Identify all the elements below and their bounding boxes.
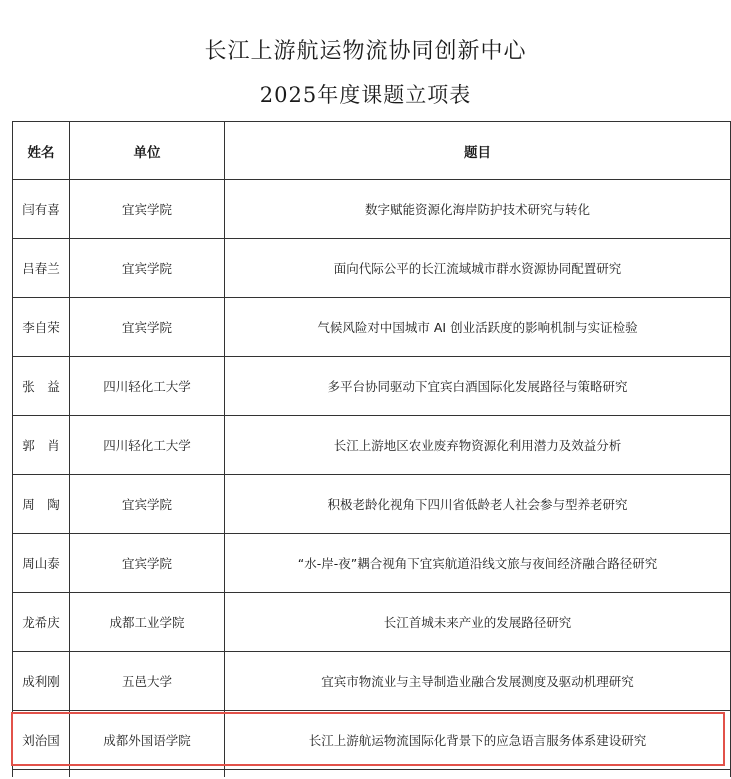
cell-empty [70,770,225,778]
cell-unit: 宜宾学院 [70,180,225,239]
cell-name: 闫有喜 [13,180,70,239]
header-name: 姓名 [13,122,70,180]
table-row [13,298,731,357]
cell-topic: 宜宾市物流业与主导制造业融合发展测度及驱动机理研究 [225,652,731,711]
cell-topic: 积极老龄化视角下四川省低龄老人社会参与型养老研究 [225,475,731,534]
cell-topic: 气候风险对中国城市 AI 创业活跃度的影响机制与实证检验 [225,298,731,357]
cell-topic: 数字赋能资源化海岸防护技术研究与转化 [225,180,731,239]
table-row [13,475,731,534]
cell-topic: 多平台协同驱动下宜宾白酒国际化发展路径与策略研究 [225,357,731,416]
cell-unit: 四川轻化工大学 [70,416,225,475]
table-row [13,652,731,711]
cell-name: 刘治国 [13,711,70,770]
cell-name: 龙希庆 [13,593,70,652]
table-row-highlighted [13,711,731,770]
cell-name: 吕春兰 [13,239,70,298]
cell-name: 周 陶 [13,475,70,534]
cell-empty [13,770,70,778]
cell-empty [225,770,731,778]
header-unit: 单位 [70,122,225,180]
cell-topic: 面向代际公平的长江流域城市群水资源协同配置研究 [225,239,731,298]
document-subtitle: 2025年度课题立项表 [259,83,472,107]
cell-unit: 四川轻化工大学 [70,357,225,416]
cell-unit: 成都外国语学院 [70,711,225,770]
document-title: 长江上游航运物流协同创新中心 [204,39,527,64]
cell-name: 张 益 [13,357,70,416]
table-row [13,357,731,416]
table-row [13,416,731,475]
table-row [13,534,731,593]
cell-name: 郭 肖 [13,416,70,475]
table-row [13,239,731,298]
cell-unit: 宜宾学院 [70,475,225,534]
cell-topic: “水-岸-夜”耦合视角下宜宾航道沿线文旅与夜间经济融合路径研究 [225,534,731,593]
header-topic: 题目 [225,122,731,180]
cell-name: 周山泰 [13,534,70,593]
cell-unit: 宜宾学院 [70,239,225,298]
table-row-cut-off [13,770,731,778]
table-row [13,593,731,652]
cell-topic: 长江上游航运物流国际化背景下的应急语言服务体系建设研究 [225,711,731,770]
cell-unit: 宜宾学院 [70,534,225,593]
project-table [12,121,731,777]
cell-topic: 长江首城未来产业的发展路径研究 [225,593,731,652]
table-row [13,180,731,239]
table-header-row [13,122,731,180]
cell-name: 李自荣 [13,298,70,357]
cell-topic: 长江上游地区农业废弃物资源化利用潜力及效益分析 [225,416,731,475]
cell-name: 成利刚 [13,652,70,711]
cell-unit: 宜宾学院 [70,298,225,357]
cell-unit: 五邑大学 [70,652,225,711]
cell-unit: 成都工业学院 [70,593,225,652]
